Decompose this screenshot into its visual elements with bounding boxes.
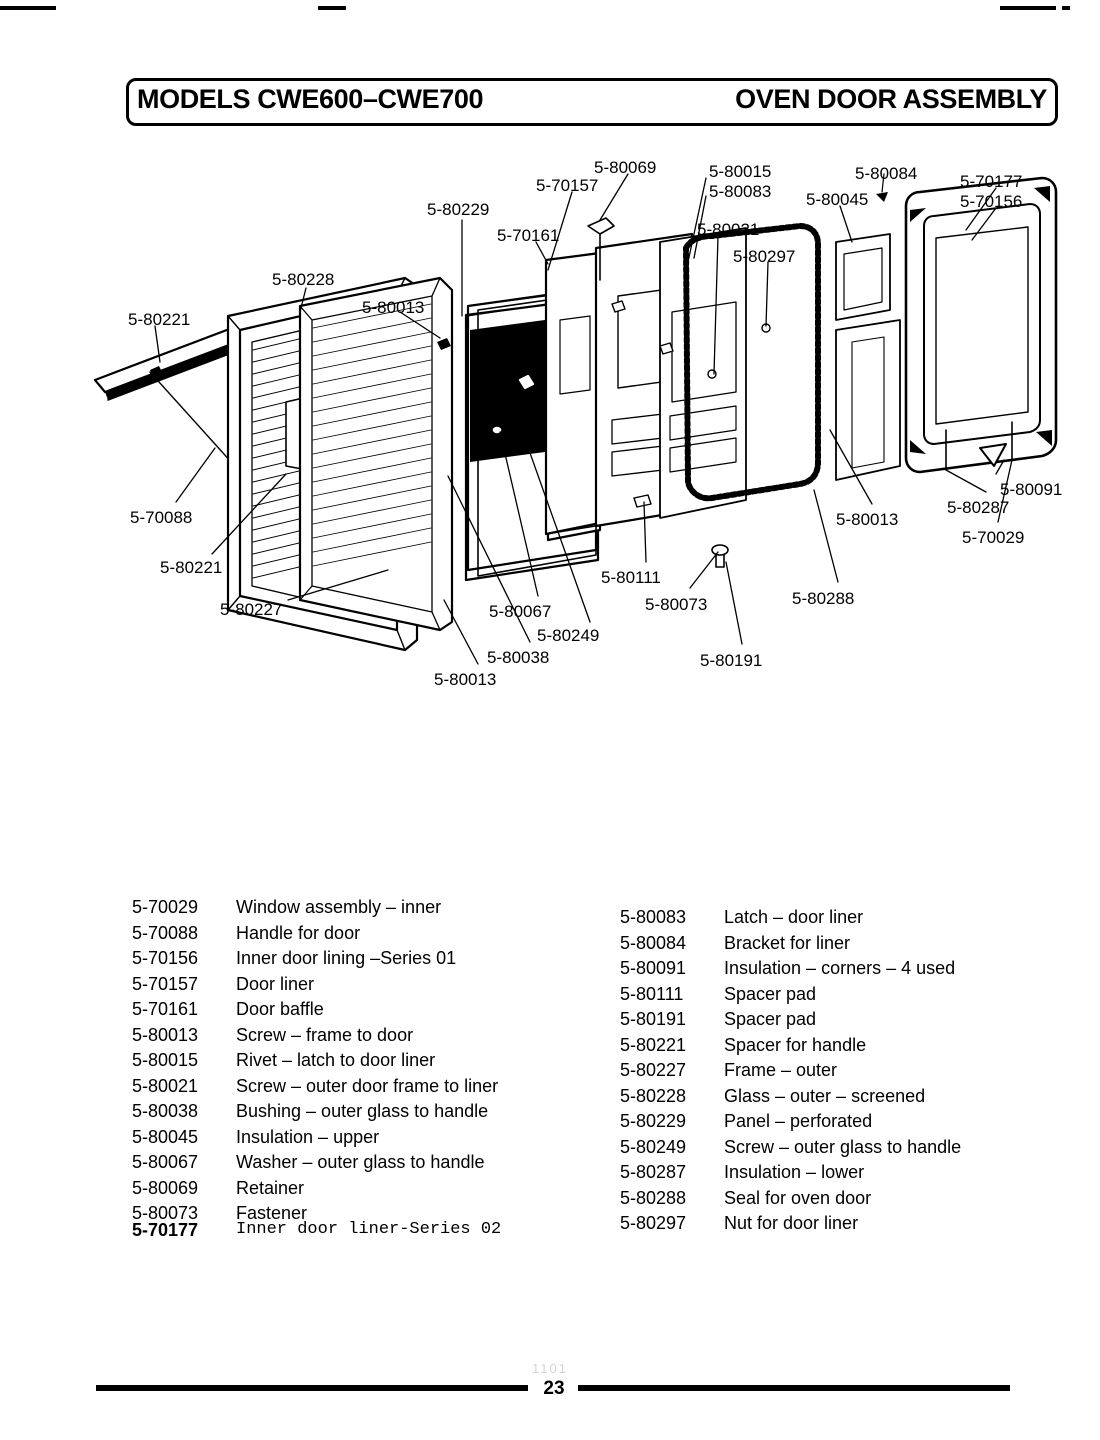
part-description: Bracket for liner	[724, 932, 851, 953]
part-description: Insulation – corners – 4 used	[724, 958, 956, 978]
footer-rule-left	[96, 1385, 528, 1391]
part-description: Screw – outer door frame to liner	[236, 1075, 499, 1096]
part-description: Door baffle	[236, 999, 324, 1019]
header-section-title: OVEN DOOR ASSEMBLY	[735, 84, 1047, 114]
callout-5-80221-lower: 5-80221	[160, 558, 223, 577]
part-number: 5-80069	[132, 1177, 199, 1198]
part-description: Spacer for handle	[724, 1034, 867, 1055]
part-description: Screw – outer glass to handle	[724, 1136, 962, 1157]
callout-5-70029: 5-70029	[962, 528, 1025, 547]
callout-5-80287: 5-80287	[947, 498, 1010, 517]
part-number: 5-80287	[620, 1162, 687, 1182]
parts-row	[620, 1084, 961, 1110]
parts-row	[620, 931, 961, 957]
part-description: Fastener	[236, 1203, 308, 1223]
part-number: 5-80091	[620, 958, 687, 978]
part-number: 5-80229	[620, 1111, 687, 1131]
part-number: 5-80073	[132, 1203, 199, 1223]
callout-5-80249: 5-80249	[537, 626, 600, 645]
parts-row	[620, 1007, 961, 1033]
callout-5-80015: 5-80015	[709, 162, 772, 181]
parts-row	[132, 972, 498, 998]
footer-smudge: 1101	[532, 1361, 568, 1376]
parts-row	[620, 1109, 961, 1135]
part-number: 5-80191	[620, 1009, 687, 1029]
parts-row-extra	[132, 1220, 501, 1241]
part-description: Inner door lining –Series 01	[236, 948, 457, 968]
callout-5-80045: 5-80045	[806, 190, 869, 209]
part-description: Frame – outer	[724, 1060, 838, 1080]
part-description: Bushing – outer glass to handle	[236, 1101, 489, 1121]
part-number: 5-80221	[620, 1034, 687, 1055]
part-description: Panel – perforated	[724, 1111, 873, 1131]
callout-5-80111: 5-80111	[601, 568, 661, 587]
corner-mark-top-right	[1000, 6, 1056, 10]
part-number: 5-80249	[620, 1136, 687, 1157]
parts-row	[132, 1176, 498, 1202]
corner-mark-top-mid	[318, 6, 346, 10]
part-number: 5-80297	[620, 1213, 687, 1233]
parts-row	[620, 1033, 961, 1059]
parts-column-left	[132, 895, 498, 1227]
part-number: 5-80038	[132, 1101, 199, 1121]
callout-5-80084: 5-80084	[855, 164, 918, 183]
parts-row	[132, 1125, 498, 1151]
part-number: 5-70161	[132, 999, 199, 1019]
parts-row	[620, 982, 961, 1008]
parts-row	[620, 1160, 961, 1186]
part-number: 5-70157	[132, 973, 199, 994]
callout-5-80221-top: 5-80221	[128, 310, 191, 329]
footer-rule-right	[578, 1385, 1010, 1391]
part-description: Handle for door	[236, 922, 361, 943]
callout-5-70156: 5-70156	[960, 192, 1023, 211]
part-description: Spacer pad	[724, 983, 817, 1004]
part-description: Window assembly – inner	[236, 897, 442, 917]
part-description: Spacer pad	[724, 1009, 817, 1029]
part-number: 5-70088	[132, 922, 199, 943]
page-header	[126, 78, 1058, 126]
exploded-diagram	[0, 130, 1100, 870]
part-insulation-lower	[836, 320, 900, 480]
parts-row	[620, 905, 961, 931]
part-number: 5-80045	[132, 1126, 199, 1147]
part-number: 5-80021	[132, 1075, 199, 1096]
callout-5-80013-bottom: 5-80013	[434, 670, 497, 689]
callout-5-80073: 5-80073	[645, 595, 708, 614]
callout-5-80229: 5-80229	[427, 200, 490, 219]
part-number: 5-70156	[132, 948, 199, 968]
part-description: Latch – door liner	[724, 907, 864, 927]
part-description: Glass – outer – screened	[724, 1085, 926, 1106]
callout-5-70157: 5-70157	[536, 176, 599, 195]
callout-5-80067: 5-80067	[489, 602, 552, 621]
callout-5-80013-right: 5-80013	[836, 510, 899, 529]
callout-5-80297: 5-80297	[733, 247, 796, 266]
callout-5-70161: 5-70161	[497, 226, 560, 245]
callout-5-70177: 5-70177	[960, 172, 1023, 191]
part-number: 5-70029	[132, 897, 199, 917]
corner-mark-top-left	[0, 6, 56, 10]
callout-5-80227: 5-80227	[220, 600, 283, 619]
part-number: 5-80111	[620, 983, 684, 1004]
part-number: 5-80083	[620, 907, 687, 927]
part-description: Washer – outer glass to handle	[236, 1152, 485, 1172]
page-number: 23	[543, 1378, 565, 1399]
callout-5-80288: 5-80288	[792, 589, 855, 608]
part-number: 5-80015	[132, 1050, 199, 1070]
part-description: Door liner	[236, 973, 315, 994]
part-number: 5-80013	[132, 1024, 199, 1045]
part-number: 5-80084	[620, 932, 687, 953]
part-number: 5-80227	[620, 1060, 687, 1080]
parts-row	[132, 946, 498, 972]
parts-row	[132, 1074, 498, 1100]
callout-5-80038: 5-80038	[487, 648, 550, 667]
parts-row	[620, 956, 961, 982]
page-footer	[0, 1361, 1100, 1415]
part-number: 5-80067	[132, 1152, 199, 1172]
part-description: Rivet – latch to door liner	[236, 1050, 436, 1070]
part-description: Seal for oven door	[724, 1187, 872, 1208]
part-description: Insulation – upper	[236, 1126, 380, 1147]
part-liner-plate	[546, 253, 600, 534]
callout-5-80083: 5-80083	[709, 182, 772, 201]
part-description: Inner door liner-Series 02	[236, 1220, 502, 1239]
header-models-title: MODELS CWE600–CWE700	[137, 84, 484, 114]
parts-row	[620, 1211, 961, 1237]
callout-5-80191: 5-80191	[700, 651, 763, 670]
part-description: Screw – frame to door	[236, 1024, 414, 1045]
callout-5-80069: 5-80069	[594, 158, 657, 177]
parts-row	[132, 895, 498, 921]
callout-5-80021: 5-80021	[697, 220, 760, 239]
parts-row	[620, 1058, 961, 1084]
callout-5-80013-left: 5-80013	[362, 298, 425, 317]
part-insulation-upper	[836, 234, 890, 320]
part-inner-door-liner	[906, 178, 1056, 472]
part-number: 5-80228	[620, 1085, 687, 1106]
parts-row	[132, 1150, 498, 1176]
part-number: 5-70177	[132, 1220, 199, 1240]
parts-row	[132, 997, 498, 1023]
part-center-liner	[660, 228, 746, 518]
part-description: Retainer	[236, 1177, 305, 1198]
parts-row	[620, 1135, 961, 1161]
corner-mark-top-right-edge	[1062, 6, 1070, 10]
parts-row	[132, 1048, 498, 1074]
callout-5-80228: 5-80228	[272, 270, 335, 289]
part-description: Nut for door liner	[724, 1213, 859, 1233]
parts-row	[132, 1023, 498, 1049]
callout-5-70088: 5-70088	[130, 508, 193, 527]
callout-5-80091: 5-80091	[1000, 480, 1063, 499]
parts-column-right	[620, 905, 961, 1237]
parts-row	[132, 1099, 498, 1125]
parts-row	[620, 1186, 961, 1212]
part-number: 5-80288	[620, 1187, 687, 1208]
part-description: Insulation – lower	[724, 1162, 865, 1182]
parts-row	[132, 921, 498, 947]
